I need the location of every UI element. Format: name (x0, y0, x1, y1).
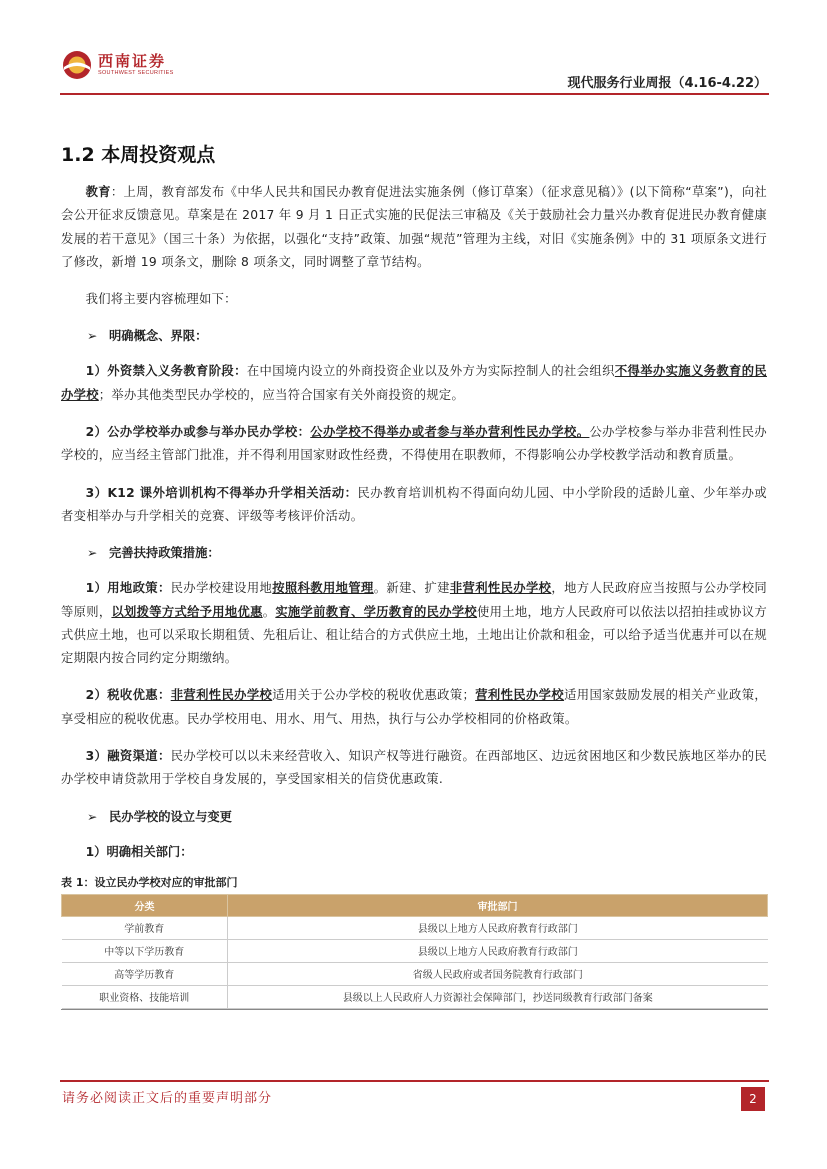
table-cell-department: 县级以上地方人民政府教育行政部门 (228, 916, 768, 939)
table-cell-category: 职业资格、技能培训 (62, 985, 228, 1008)
approval-table (61, 894, 768, 1009)
report-title: 现代服务行业周报（4.16-4.22） (567, 76, 767, 91)
table-cell-category: 学前教育 (62, 916, 228, 939)
logo-icon (62, 50, 92, 80)
footer-notice: 请务必阅读正文后的重要声明部分 (62, 1091, 273, 1106)
table-row (62, 916, 768, 939)
table-row (62, 985, 768, 1008)
intro-paragraph (61, 181, 767, 274)
arrow-icon: ➢ (87, 546, 98, 561)
table-row (62, 939, 768, 962)
logo-text-en: SOUTHWEST SECURITIES (98, 70, 174, 76)
bullet-heading-3: ➢ 民办学校的设立与变更 (61, 806, 767, 829)
paragraph-foreign-investment: 1）外资禁入义务教育阶段：在中国境内设立的外商投资企业以及外方为实际控制人的社会组织不得举办实施义务教育的民办学校；举办其他类型民办学校的，应当符合国家有关外商投资的规定。 (61, 364, 767, 402)
table-caption: 表 1：设立民办学校对应的审批部门 (61, 875, 238, 889)
table-row (62, 962, 768, 985)
header-divider (60, 93, 769, 95)
arrow-icon: ➢ (87, 329, 98, 344)
summary-line: 我们将主要内容梳理如下： (85, 292, 237, 307)
paragraph-k12-training: 3）K12 课外培训机构不得举办升学相关活动：民办教育培训机构不得面向幼儿园、中小学阶段的适龄儿童、少年举办或者变相举办与升学相关的竞赛、评级等考核评价活动。 (61, 485, 767, 523)
intro-lead: 教育 (85, 185, 111, 199)
table-header-row (62, 894, 768, 916)
table-cell-department: 县级以上人民政府人力资源社会保障部门，抄送同级教育行政部门备案 (228, 985, 768, 1008)
section-title: 1.2 本周投资观点 (61, 144, 216, 166)
bullet-heading-2: ➢ 完善扶持政策措施： (61, 542, 767, 565)
bullet-heading-1: ➢ 明确概念、界限： (61, 325, 767, 348)
page-header (0, 0, 827, 100)
column-header-department: 审批部门 (228, 894, 768, 916)
table-bottom-divider (61, 1009, 768, 1010)
paragraph-financing: 3）融资渠道：民办学校可以以未来经营收入、知识产权等进行融资。在西部地区、边远贫困地区和少数民族地区举办的民办学校申请贷款用于学校自身发展的，享受国家相关的信贷优惠政策. (61, 749, 767, 787)
table-cell-department: 省级人民政府或者国务院教育行政部门 (228, 962, 768, 985)
table-cell-department: 县级以上地方人民政府教育行政部门 (228, 939, 768, 962)
company-logo (62, 50, 174, 80)
sub-heading-departments: 1）明确相关部门： (85, 844, 193, 859)
column-header-category: 分类 (62, 894, 228, 916)
arrow-icon: ➢ (87, 809, 98, 824)
intro-text: ：上周，教育部发布《中华人民共和国民办教育促进法实施条例（修订草案）（征求意见稿）》(以下简称“草案”)，向社会公开征求反馈意见。草案是在 2017 年 9 月 1 日正式实施的民促法三审稿及《关于鼓励社会力量兴办教育促进民办教育健康发展的若干意见》（国三十条）为依据，以强化“支持”政策、加强“规范”管理为主线，对旧《实施条例》中的 31 项原条文进行了修改，新增 19 项条文，删除 8 项条文，同时调整了章节结构。 (61, 185, 767, 269)
table-cell-category: 中等以下学历教育 (62, 939, 228, 962)
paragraph-tax-policy: 2）税收优惠：非营利性民办学校适用关于公办学校的税收优惠政策；营利性民办学校适用国家鼓励发展的相关产业政策，享受相应的税收优惠。民办学校用电、用水、用气、用热，执行与公办学校相同的价格政策。 (61, 688, 767, 726)
footer-divider (60, 1080, 769, 1082)
paragraph-public-schools: 2）公办学校举办或参与举办民办学校：公办学校不得举办或者参与举办营利性民办学校。公办学校参与举办非营利性民办学校的，应当经主管部门批准，并不得利用国家财政性经费，不得使用在职教师，不得影响公办学校教学活动和教育质量。 (61, 425, 767, 463)
paragraph-land-policy: 1）用地政策：民办学校建设用地按照科教用地管理。新建、扩建非营利性民办学校，地方人民政府应当按照与公办学校同等原则，以划拨等方式给予用地优惠。实施学前教育、学历教育的民办学校使用土地，地方人民政府可以依法以招拍挂或协议方式供应土地，也可以采取长期租赁、先租后让、租让结合的方式供应土地，土地出让价款和租金，可以给予适当优惠并可以在规定期限内按合同约定分期缴纳。 (61, 581, 767, 666)
logo-text-cn: 西南证券 (98, 52, 167, 70)
page-number: 2 (741, 1087, 765, 1111)
table-cell-category: 高等学历教育 (62, 962, 228, 985)
main-content (61, 140, 767, 1010)
